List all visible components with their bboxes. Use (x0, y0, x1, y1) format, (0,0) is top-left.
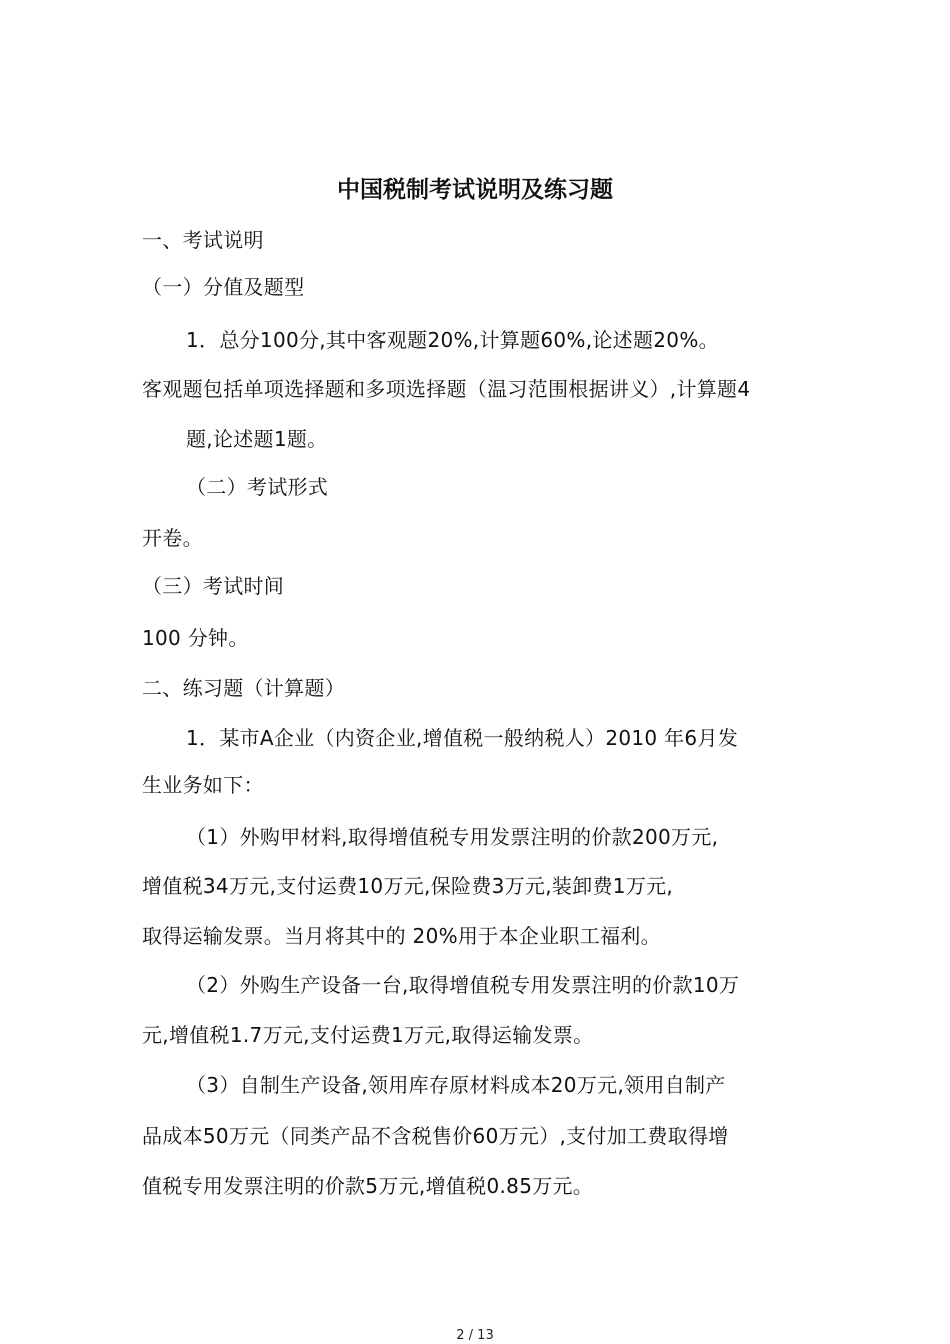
paragraph-line: 增值税34万元,支付运费10万元,保险费3万元,装卸费1万元, (142, 874, 674, 898)
paragraph-line: （3）自制生产设备,领用库存原材料成本20万元,领用自制产 (186, 1073, 726, 1097)
document-title: 中国税制考试说明及练习题 (337, 177, 613, 203)
paragraph-line: （1）外购甲材料,取得增值税专用发票注明的价款200万元, (186, 825, 719, 849)
paragraph-line: 1．总分100分,其中客观题20%,计算题60%,论述题20%。 (186, 328, 719, 352)
paragraph-line: 开卷。 (142, 526, 203, 550)
paragraph-line: 生业务如下： (142, 773, 264, 797)
paragraph-line: 品成本50万元（同类产品不含税售价60万元）,支付加工费取得增 (142, 1124, 729, 1148)
subsection-heading-score: （一）分值及题型 (142, 275, 305, 299)
paragraph-line: 题,论述题1题。 (186, 427, 328, 451)
paragraph-line: （2）外购生产设备一台,取得增值税专用发票注明的价款10万 (186, 973, 740, 997)
page-number: 2 / 13 (456, 1328, 494, 1343)
paragraph-line: 元,增值税1.7万元,支付运费1万元,取得运输发票。 (142, 1023, 594, 1047)
subsection-heading-time: （三）考试时间 (142, 574, 285, 598)
section-heading-exercises: 二、练习题（计算题） (142, 676, 345, 700)
paragraph-line: 1．某市A企业（内资企业,增值税一般纳税人）2010 年6月发 (186, 726, 739, 750)
subsection-heading-form: （二）考试形式 (186, 475, 329, 499)
section-heading-exam-info: 一、考试说明 (142, 228, 264, 252)
paragraph-line: 100 分钟。 (142, 626, 249, 650)
paragraph-line: 客观题包括单项选择题和多项选择题（温习范围根据讲义）,计算题4 (142, 377, 751, 401)
paragraph-line: 取得运输发票。当月将其中的 20%用于本企业职工福利。 (142, 924, 661, 948)
paragraph-line: 值税专用发票注明的价款5万元,增值税0.85万元。 (142, 1174, 594, 1198)
